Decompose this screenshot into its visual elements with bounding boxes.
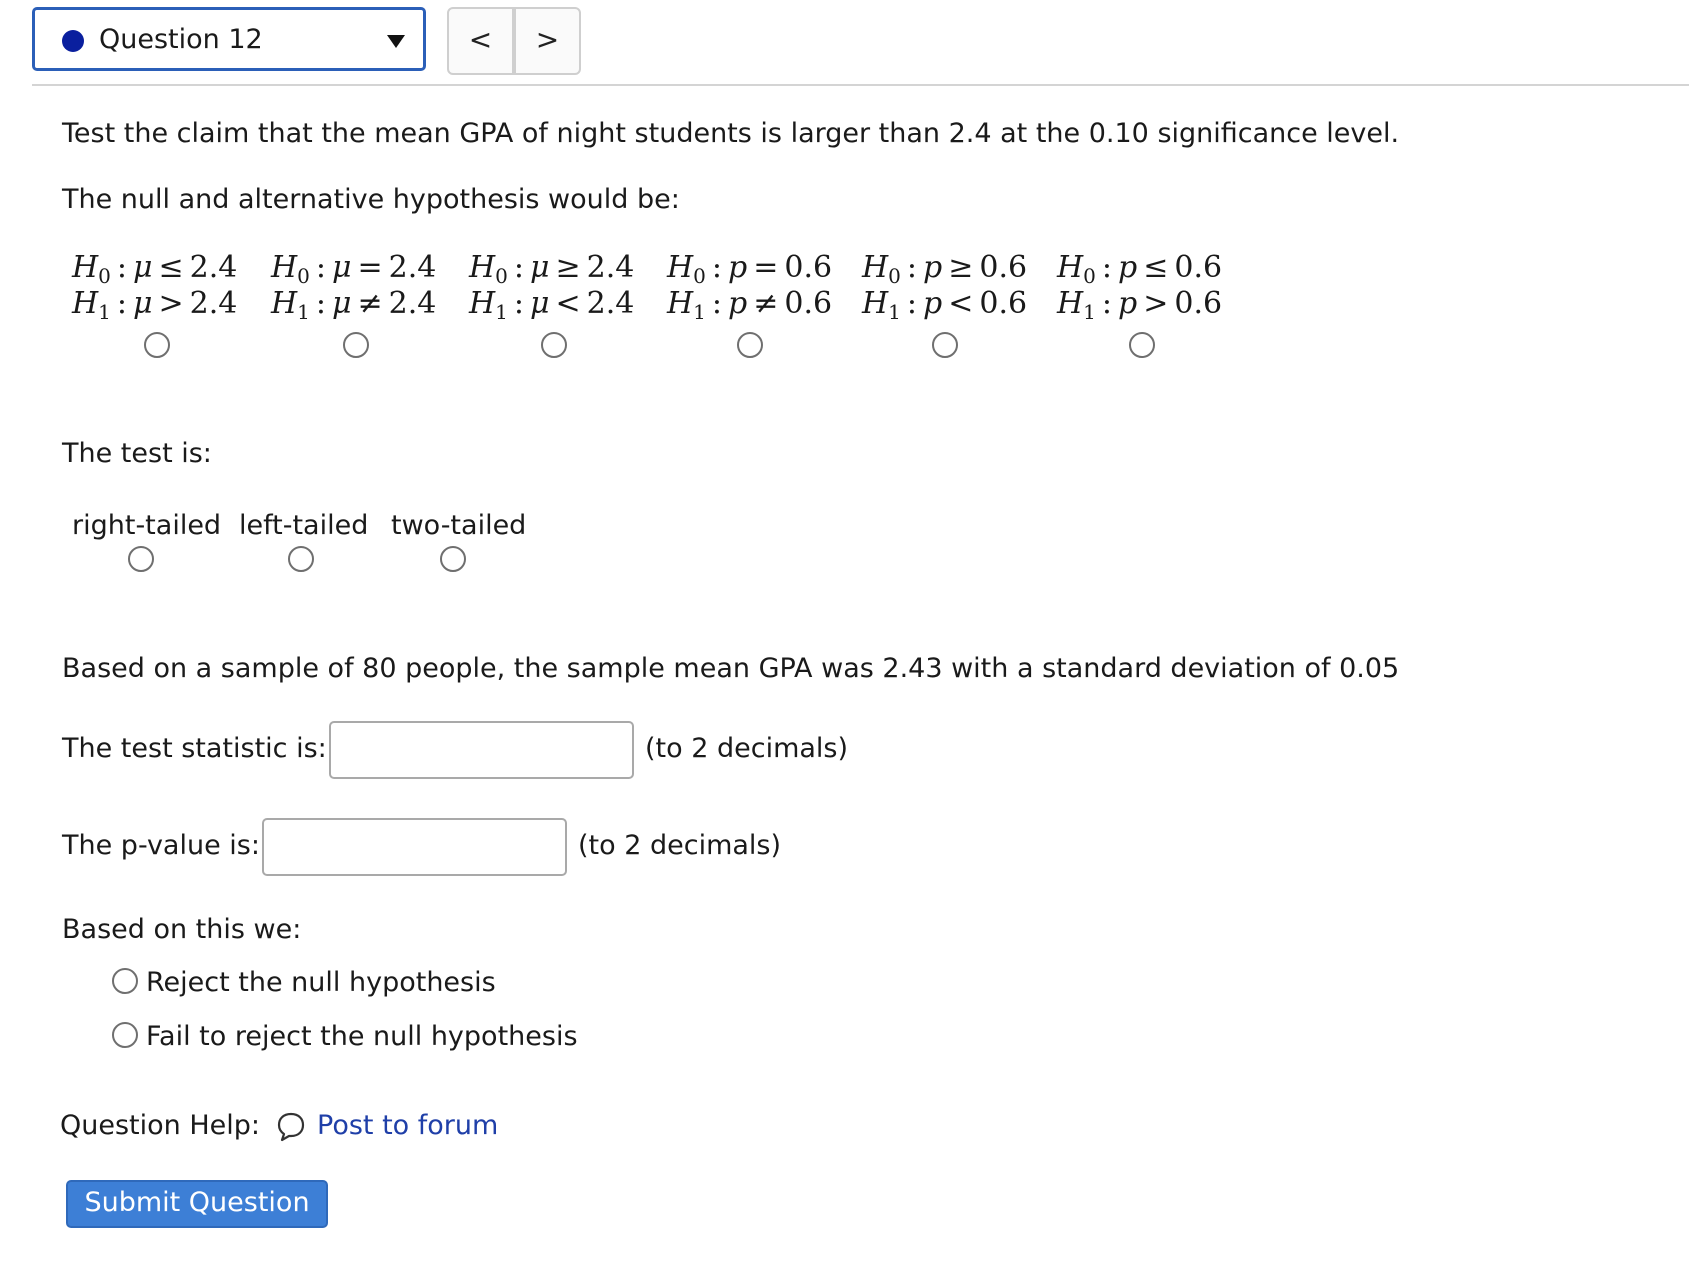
hyp-value: 0.6 (1174, 286, 1223, 321)
hypothesis-intro: The null and alternative hypothesis would be: (62, 184, 680, 215)
hypothesis-3-h1 (469, 286, 635, 324)
hyp-symbol: H (1057, 250, 1084, 285)
hypothesis-5-h1 (862, 286, 1028, 324)
hypothesis-1-h1 (72, 286, 238, 324)
post-to-forum-link[interactable]: Post to forum (317, 1110, 499, 1141)
tail-left-radio[interactable] (288, 546, 314, 572)
hyp-subscript: 1 (98, 300, 111, 324)
hyp-value: 0.6 (979, 286, 1028, 321)
hypothesis-1-radio[interactable] (144, 332, 170, 358)
hyp-value: 0.6 (784, 286, 833, 321)
hyp-subscript: 0 (1083, 264, 1096, 288)
hyp-subscript: 1 (297, 300, 310, 324)
hyp-colon: : (1101, 250, 1113, 285)
hyp-colon: : (513, 286, 525, 321)
hyp-operator: ≠ (357, 286, 383, 321)
hypothesis-4-radio[interactable] (737, 332, 763, 358)
hyp-colon: : (315, 286, 327, 321)
hyp-symbol: H (862, 250, 889, 285)
hyp-variable: μ (530, 286, 550, 321)
hyp-subscript: 1 (495, 300, 508, 324)
hyp-subscript: 0 (98, 264, 111, 288)
hyp-variable: μ (530, 250, 550, 285)
hyp-subscript: 1 (1083, 300, 1096, 324)
tail-right-radio[interactable] (128, 546, 154, 572)
hyp-colon: : (116, 250, 128, 285)
hyp-variable: μ (332, 250, 352, 285)
hypothesis-1-h0 (72, 250, 238, 288)
tail-two-radio[interactable] (440, 546, 466, 572)
hyp-subscript: 0 (297, 264, 310, 288)
hyp-symbol: H (667, 286, 694, 321)
question-help-label: Question Help: (60, 1110, 260, 1141)
hyp-symbol: H (1057, 286, 1084, 321)
p-value-label: The p-value is: (62, 830, 260, 861)
test-statistic-hint: (to 2 decimals) (645, 733, 849, 764)
sample-info-text: Based on a sample of 80 people, the sample mean GPA was 2.43 with a standard deviation of 0.05 (62, 653, 1400, 684)
hyp-subscript: 0 (495, 264, 508, 288)
test-statistic-input[interactable] (329, 721, 634, 779)
hyp-symbol: H (72, 250, 99, 285)
hyp-symbol: H (72, 286, 99, 321)
hyp-operator: > (158, 286, 184, 321)
previous-question-button[interactable]: < (447, 7, 514, 75)
hyp-subscript: 1 (888, 300, 901, 324)
hypothesis-6-h0 (1057, 250, 1223, 288)
question-select[interactable] (32, 7, 426, 71)
hyp-symbol: H (469, 250, 496, 285)
hyp-subscript: 1 (693, 300, 706, 324)
reject-null-label: Reject the null hypothesis (146, 967, 496, 998)
hyp-value: 0.6 (1174, 250, 1223, 285)
hyp-value: 2.4 (189, 286, 238, 321)
question-select-label: Question 12 (99, 24, 263, 55)
caret-down-icon (387, 35, 405, 48)
hyp-value: 0.6 (979, 250, 1028, 285)
hyp-variable: p (728, 250, 748, 285)
tail-option-two-label: two-tailed (391, 510, 527, 541)
tail-option-left-label: left-tailed (239, 510, 369, 541)
p-value-hint: (to 2 decimals) (578, 830, 782, 861)
hyp-value: 2.4 (586, 286, 635, 321)
speech-bubble-icon (276, 1111, 306, 1143)
hyp-colon: : (711, 286, 723, 321)
hyp-variable: μ (332, 286, 352, 321)
hypothesis-6-h1 (1057, 286, 1223, 324)
hyp-variable: p (923, 250, 943, 285)
hyp-variable: μ (133, 250, 153, 285)
claim-text: Test the claim that the mean GPA of night students is larger than 2.4 at the 0.10 significance level. (62, 118, 1400, 149)
hyp-variable: p (1118, 286, 1138, 321)
hyp-operator: < (948, 286, 974, 321)
hyp-subscript: 0 (693, 264, 706, 288)
fail-to-reject-radio[interactable] (112, 1022, 138, 1048)
hyp-subscript: 0 (888, 264, 901, 288)
hypothesis-2-radio[interactable] (343, 332, 369, 358)
hyp-colon: : (513, 250, 525, 285)
hyp-colon: : (116, 286, 128, 321)
hyp-variable: p (923, 286, 943, 321)
hyp-operator: ≥ (948, 250, 974, 285)
p-value-input[interactable] (262, 818, 567, 876)
decision-label: Based on this we: (62, 914, 302, 945)
hypothesis-5-radio[interactable] (932, 332, 958, 358)
hyp-colon: : (711, 250, 723, 285)
hyp-colon: : (315, 250, 327, 285)
hypothesis-4-h1 (667, 286, 833, 324)
hyp-symbol: H (667, 250, 694, 285)
hyp-value: 2.4 (388, 286, 437, 321)
hyp-operator: ≠ (753, 286, 779, 321)
submit-question-button[interactable]: Submit Question (66, 1180, 328, 1228)
header-divider (32, 84, 1689, 86)
hyp-value: 2.4 (388, 250, 437, 285)
hyp-value: 2.4 (586, 250, 635, 285)
hypothesis-5-h0 (862, 250, 1028, 288)
hyp-operator: < (555, 286, 581, 321)
hyp-variable: p (1118, 250, 1138, 285)
hyp-operator: > (1143, 286, 1169, 321)
question-status-dot-icon (62, 30, 84, 52)
test-statistic-label: The test statistic is: (62, 733, 327, 764)
hypothesis-6-radio[interactable] (1129, 332, 1155, 358)
hyp-symbol: H (469, 286, 496, 321)
hyp-operator: ≤ (158, 250, 184, 285)
test-type-label: The test is: (62, 438, 212, 469)
hyp-variable: μ (133, 286, 153, 321)
hyp-value: 2.4 (189, 250, 238, 285)
hyp-symbol: H (271, 286, 298, 321)
hyp-operator: ≥ (555, 250, 581, 285)
hyp-operator: ≤ (1143, 250, 1169, 285)
hypothesis-4-h0 (667, 250, 833, 288)
hyp-colon: : (1101, 286, 1113, 321)
tail-option-right-label: right-tailed (72, 510, 222, 541)
fail-to-reject-label: Fail to reject the null hypothesis (146, 1021, 578, 1052)
hypothesis-3-h0 (469, 250, 635, 288)
reject-null-radio[interactable] (112, 968, 138, 994)
hyp-colon: : (906, 286, 918, 321)
hyp-value: 0.6 (784, 250, 833, 285)
hyp-symbol: H (862, 286, 889, 321)
hypothesis-2-h0 (271, 250, 437, 288)
hyp-operator: = (753, 250, 779, 285)
hypothesis-3-radio[interactable] (541, 332, 567, 358)
next-question-button[interactable]: > (514, 7, 581, 75)
hyp-variable: p (728, 286, 748, 321)
hyp-colon: : (906, 250, 918, 285)
hyp-operator: = (357, 250, 383, 285)
hyp-symbol: H (271, 250, 298, 285)
hypothesis-2-h1 (271, 286, 437, 324)
